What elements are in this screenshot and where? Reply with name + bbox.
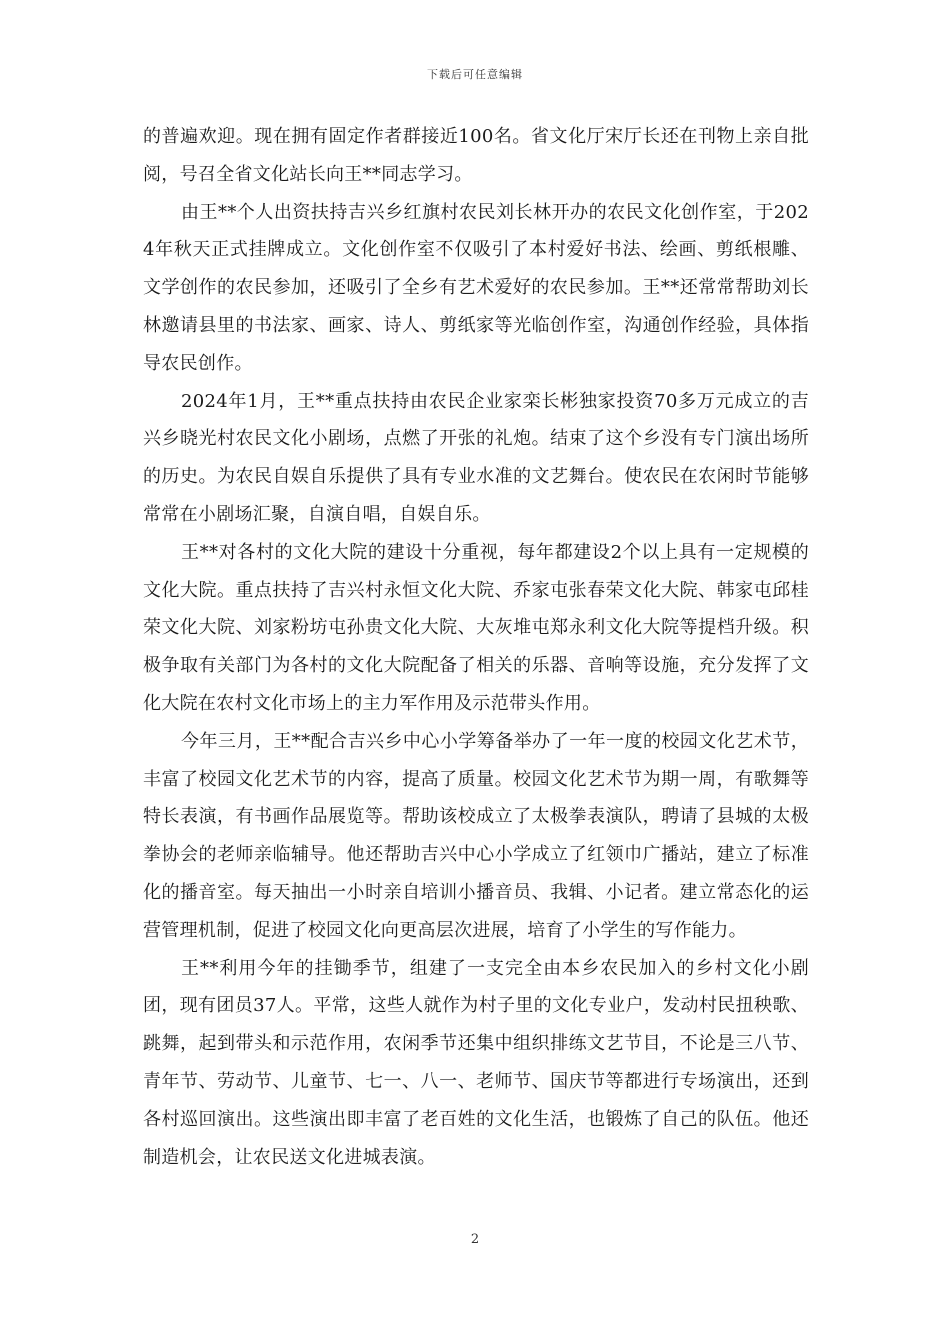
- paragraph-school-art-festival: 今年三月，王**配合吉兴乡中心小学筹备举办了一年一度的校园文化艺术节，丰富了校园文化艺术节的内容，提高了质量。校园文化艺术节为期一周，有歌舞等特长表演，有书画作品展览等。帮助该校成立了太极拳表演队，聘请了县城的太极拳协会的老师亲临辅导。他还帮助吉兴中心小学成立了红领巾广播站，建立了标准化的播音室。每天抽出一小时亲自培训小播音员、我辑、小记者。建立常态化的运营管理机制，促进了校园文化向更高层次进展，培育了小学生的写作能力。: [143, 730, 809, 941]
- document-body: [143, 118, 809, 1176]
- page-number: 2: [470, 1232, 480, 1247]
- paragraph-village-troupe: 王**利用今年的挂锄季节，组建了一支完全由本乡农民加入的乡村文化小剧团，现有团员37人。平常，这些人就作为村子里的文化专业户，发动村民扭秧歌、跳舞，起到带头和示范作用，农闲季节还集中组织排练文艺节目，不论是三八节、青年节、劳动节、儿童节、七一、八一、老师节、国庆节等都进行专场演出，还到各村巡回演出。这些演出即丰富了老百姓的文化生活，也锻炼了自己的队伍。他还制造机会，让农民送文化进城表演。: [143, 957, 809, 1168]
- paragraph-continuation: 的普遍欢迎。现在拥有固定作者群接近100名。省文化厅宋厅长还在刊物上亲自批阅，号召全省文化站长向王**同志学习。: [143, 126, 809, 185]
- page-header: 下载后可任意编辑: [427, 68, 523, 81]
- paragraph-creation-studio: 由王**个人出资扶持吉兴乡红旗村农民刘长林开办的农民文化创作室，于2024年秋天正式挂牌成立。文化创作室不仅吸引了本村爱好书法、绘画、剪纸根雕、文学创作的农民参加，还吸引了全乡有艺术爱好的农民参加。王**还常常帮助刘长林邀请县里的书法家、画家、诗人、剪纸家等光临创作室，沟通创作经验，具体指导农民创作。: [143, 201, 809, 374]
- paragraph-culture-courtyards: 王**对各村的文化大院的建设十分重视，每年都建设2个以上具有一定规模的文化大院。重点扶持了吉兴村永恒文化大院、乔家屯张春荣文化大院、韩家屯邱桂荣文化大院、刘家粉坊屯孙贵文化大院、大灰堆屯郑永利文化大院等提档升级。积极争取有关部门为各村的文化大院配备了相关的乐器、音响等设施，充分发挥了文化大院在农村文化市场上的主力军作用及示范带头作用。: [143, 541, 809, 714]
- paragraph-small-theater: 2024年1月，王**重点扶持由农民企业家栾长彬独家投资70多万元成立的吉兴乡晓光村农民文化小剧场，点燃了开张的礼炮。结束了这个乡没有专门演出场所的历史。为农民自娱自乐提供了具有专业水准的文艺舞台。使农民在农闲时节能够常常在小剧场汇聚，自演自唱，自娱自乐。: [143, 390, 809, 525]
